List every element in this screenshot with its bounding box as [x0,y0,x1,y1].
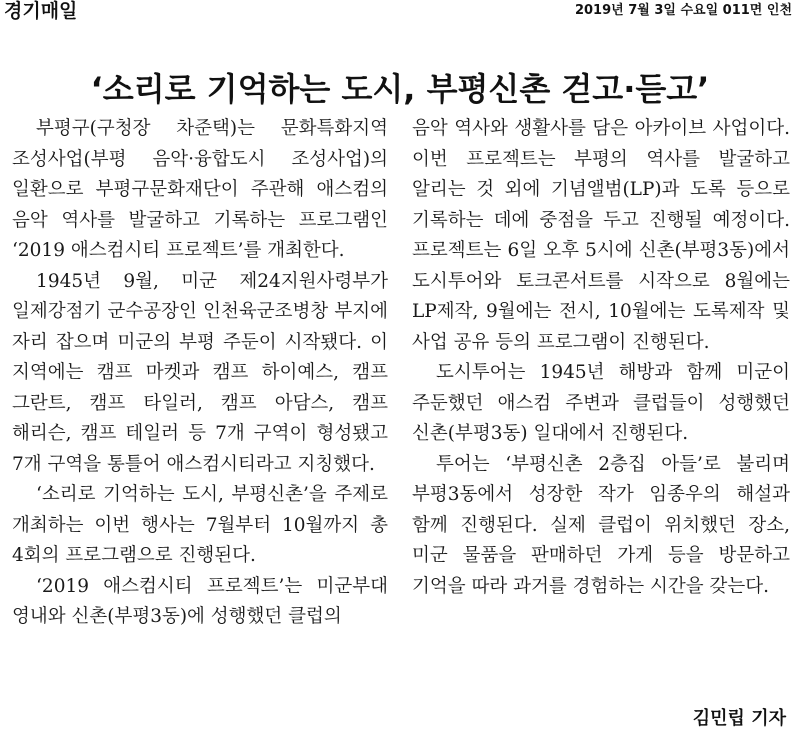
article-paragraph-continued: 음악 역사와 생활사를 담은 아카이브 사업이다. 이번 프로젝트는 부평의 역사를 발굴하고 알리는 것 외에 기념앨범(LP)과 도록 등으로 기록하는 데에 중점을 두고 진행될 예정이다. 프로젝트는 6일 오후 5시에 신촌(부평3동)에서 도시투어와 토크콘서트를 시작으로 8월에는 LP제작, 9월에는 전시, 10월에는 도록제작 및 사업 공유 등의 프로그램이 진행된다. [412,118,790,353]
article-paragraph: ‘소리로 기억하는 도시, 부평신촌’을 주제로 개최하는 이번 행사는 7월부터 10월까지 총 4회의 프로그램으로 진행된다. [12,484,388,566]
article-paragraph: 투어는 ‘부평신촌 2층집 아들’로 불리며 부평3동에서 성장한 작가 임종우의 해설과 함께 진행된다. 실제 클럽이 위치했던 장소, 미군 물품을 판매하던 가게 등을 방문하고 기억을 따라 과거를 경험하는 시간을 갖는다. [412,453,790,597]
issue-dateline: 2019년 7월 3일 수요일 011면 인천 [574,3,792,18]
masthead [0,0,800,24]
article-paragraph: 1945년 9월, 미군 제24지원사령부가 일제강점기 군수공장인 인천육군조병창 부지에 자리 잡으며 미군의 부평 주둔이 시작됐다. 이 지역에는 캠프 마켓과 캠프 하이예스, 캠프 그란트, 캠프 타일러, 캠프 아담스, 캠프 해리슨, 캠프 테일러 등 7개 구역이 형성됐고 7개 구역을 통틀어 애스컴시티라고 지칭했다. [12,270,388,475]
article-headline: ‘소리로 기억하는 도시, 부평신촌 걷고·듣고’ [90,70,710,109]
reporter-byline: 김민립 기자 [692,708,786,729]
article-paragraph: 도시투어는 1945년 해방과 함께 미군이 주둔했던 애스컴 주변과 클럽들이 성행했던 신촌(부평3동) 일대에서 진행된다. [412,362,790,444]
article-paragraph: ‘2019 애스컴시티 프로젝트’는 미군부대 영내와 신촌(부평3동)에 성행했던 클럽의 [12,575,388,627]
article-column-left [12,114,388,633]
article-column-right [412,114,790,602]
article-paragraph: 부평구(구청장 차준택)는 문화특화지역 조성사업(부평 음악·융합도시 조성사업)의 일환으로 부평구문화재단이 주관해 애스컴의 음악 역사를 발굴하고 기록하는 프로그램인 ‘2019 애스컴시티 프로젝트’를 개최한다. [12,118,388,261]
newspaper-name: 경기매일 [4,0,78,22]
